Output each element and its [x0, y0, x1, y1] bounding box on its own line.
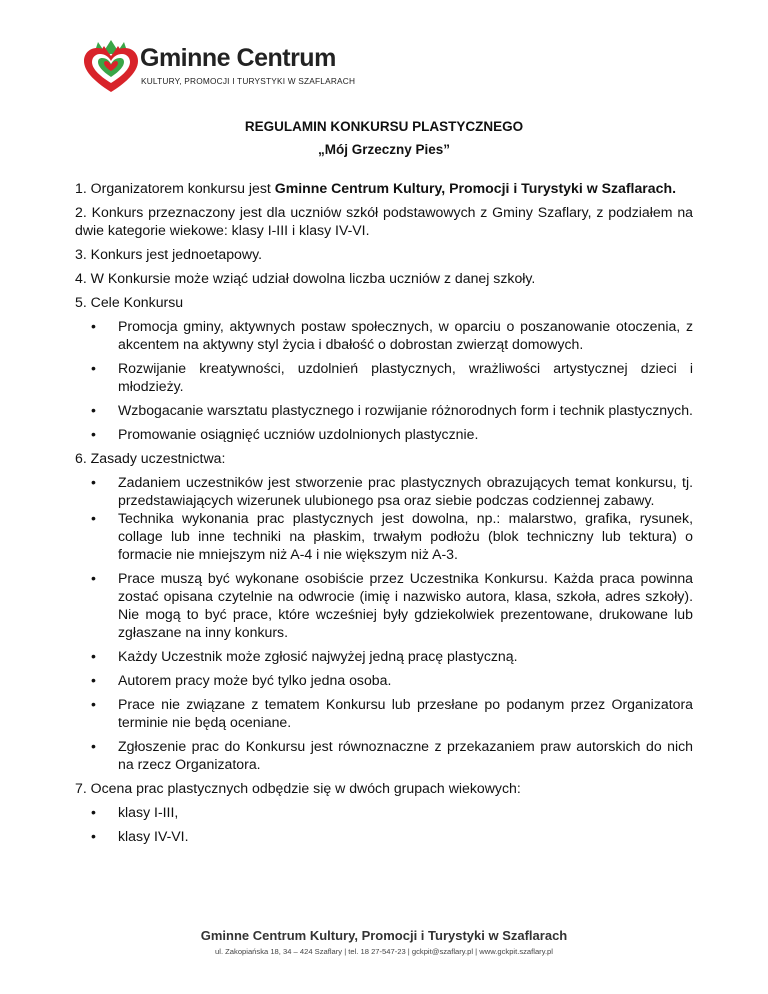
organizer-name: Gminne Centrum Kultury, Promocji i Turystyki w Szaflarach.: [274, 180, 676, 196]
organization-logo: [84, 38, 364, 98]
list-item: • klasy IV-VI.: [75, 827, 693, 845]
list-item: • Zgłoszenie prac do Konkursu jest równoznaczne z przekazaniem praw autorskich do nich na rzecz Organizatora.: [75, 737, 693, 773]
list-item: • Rozwijanie kreatywności, uzdolnień plastycznych, wrażliwości artystycznej dzieci i młodzieży.: [75, 359, 693, 395]
rules-list: [75, 473, 693, 773]
list-item: • Promocja gminy, aktywnych postaw społecznych, w oparciu o poszanowanie otoczenia, z akcentem na aktywny styl życia i dbałość o dobrostan zwierząt domowych.: [75, 317, 693, 353]
logo-subtitle: KULTURY, PROMOCJI I TURYSTYKI W SZAFLARACH: [141, 76, 356, 86]
paragraph-count: 4. W Konkursie może wziąć udział dowolna liczba uczniów z danej szkoły.: [75, 270, 536, 286]
list-item: • Promowanie osiągnięć uczniów uzdolnionych plastycznie.: [75, 425, 693, 443]
list-item: • Każdy Uczestnik może zgłosić najwyżej jedną pracę plastyczną.: [75, 647, 693, 665]
document-title: REGULAMIN KONKURSU PLASTYCZNEGO: [244, 119, 524, 134]
list-item: • Autorem pracy może być tylko jedna osoba.: [75, 671, 693, 689]
list-item: • Technika wykonania prac plastycznych jest dowolna, np.: malarstwo, grafika, rysunek, collage lub inne techniki na płaskim, trwałym podłożu (blok techniczny lub tektura) o formacie nie mniejszym niż A-4 i nie większym niż A-3.: [75, 509, 693, 563]
document-subtitle: „Mój Grzeczny Pies”: [317, 142, 451, 157]
paragraph-participants: 2. Konkurs przeznaczony jest dla uczniów szkół podstawowych z Gminy Szaflary, z podziałem na dwie kategorie wiekowe: klasy I-III i klasy IV-VI.: [75, 204, 693, 238]
organizer-prefix: 1. Organizatorem konkursu jest: [75, 180, 275, 196]
list-item: • Prace nie związane z tematem Konkursu lub przesłane po podanym przez Organizatora terminie nie będą oceniane.: [75, 695, 693, 731]
paragraph-goals: 5. Cele Konkursu: [75, 294, 184, 310]
paragraph-rules: 6. Zasady uczestnictwa:: [75, 450, 226, 466]
list-item: • Zadaniem uczestników jest stworzenie prac plastycznych obrazujących temat konkursu, tj. przedstawiających wizerunek ulubionego psa oraz siebie podczas codziennej zabawy.: [75, 473, 693, 509]
list-item: • klasy I-III,: [75, 803, 693, 821]
goals-list: [75, 317, 693, 443]
paragraph-stages: 3. Konkurs jest jednoetapowy.: [75, 246, 262, 262]
footer-organization-name: Gminne Centrum Kultury, Promocji i Turystyki w Szaflarach: [200, 928, 568, 943]
list-item: • Wzbogacanie warsztatu plastycznego i rozwijanie różnorodnych form i technik plastycznych.: [75, 401, 693, 419]
logo-title: Gminne Centrum: [140, 44, 336, 72]
footer-contact: ul. Zakopiańska 18, 34 – 424 Szaflary | tel. 18 27-547-23 | gckpit@szaflary.pl | www.gckpit.szaflary.pl: [215, 947, 553, 956]
paragraph-evaluation: 7. Ocena prac plastycznych odbędzie się w dwóch grupach wiekowych:: [75, 780, 521, 796]
paragraph-organizer: [75, 179, 693, 197]
heart-logo-icon: [84, 38, 138, 94]
groups-list: [75, 803, 693, 845]
list-item: • Prace muszą być wykonane osobiście przez Uczestnika Konkursu. Każda praca powinna zostać opisana czytelnie na odwrocie (imię i nazwisko autora, klasa, szkoła, adres szkoły). Nie mogą to być prace, które wcześniej były gdziekolwiek prezentowane, drukowane lub zgłaszane na inny konkurs.: [75, 569, 693, 641]
document-body: [75, 179, 693, 851]
